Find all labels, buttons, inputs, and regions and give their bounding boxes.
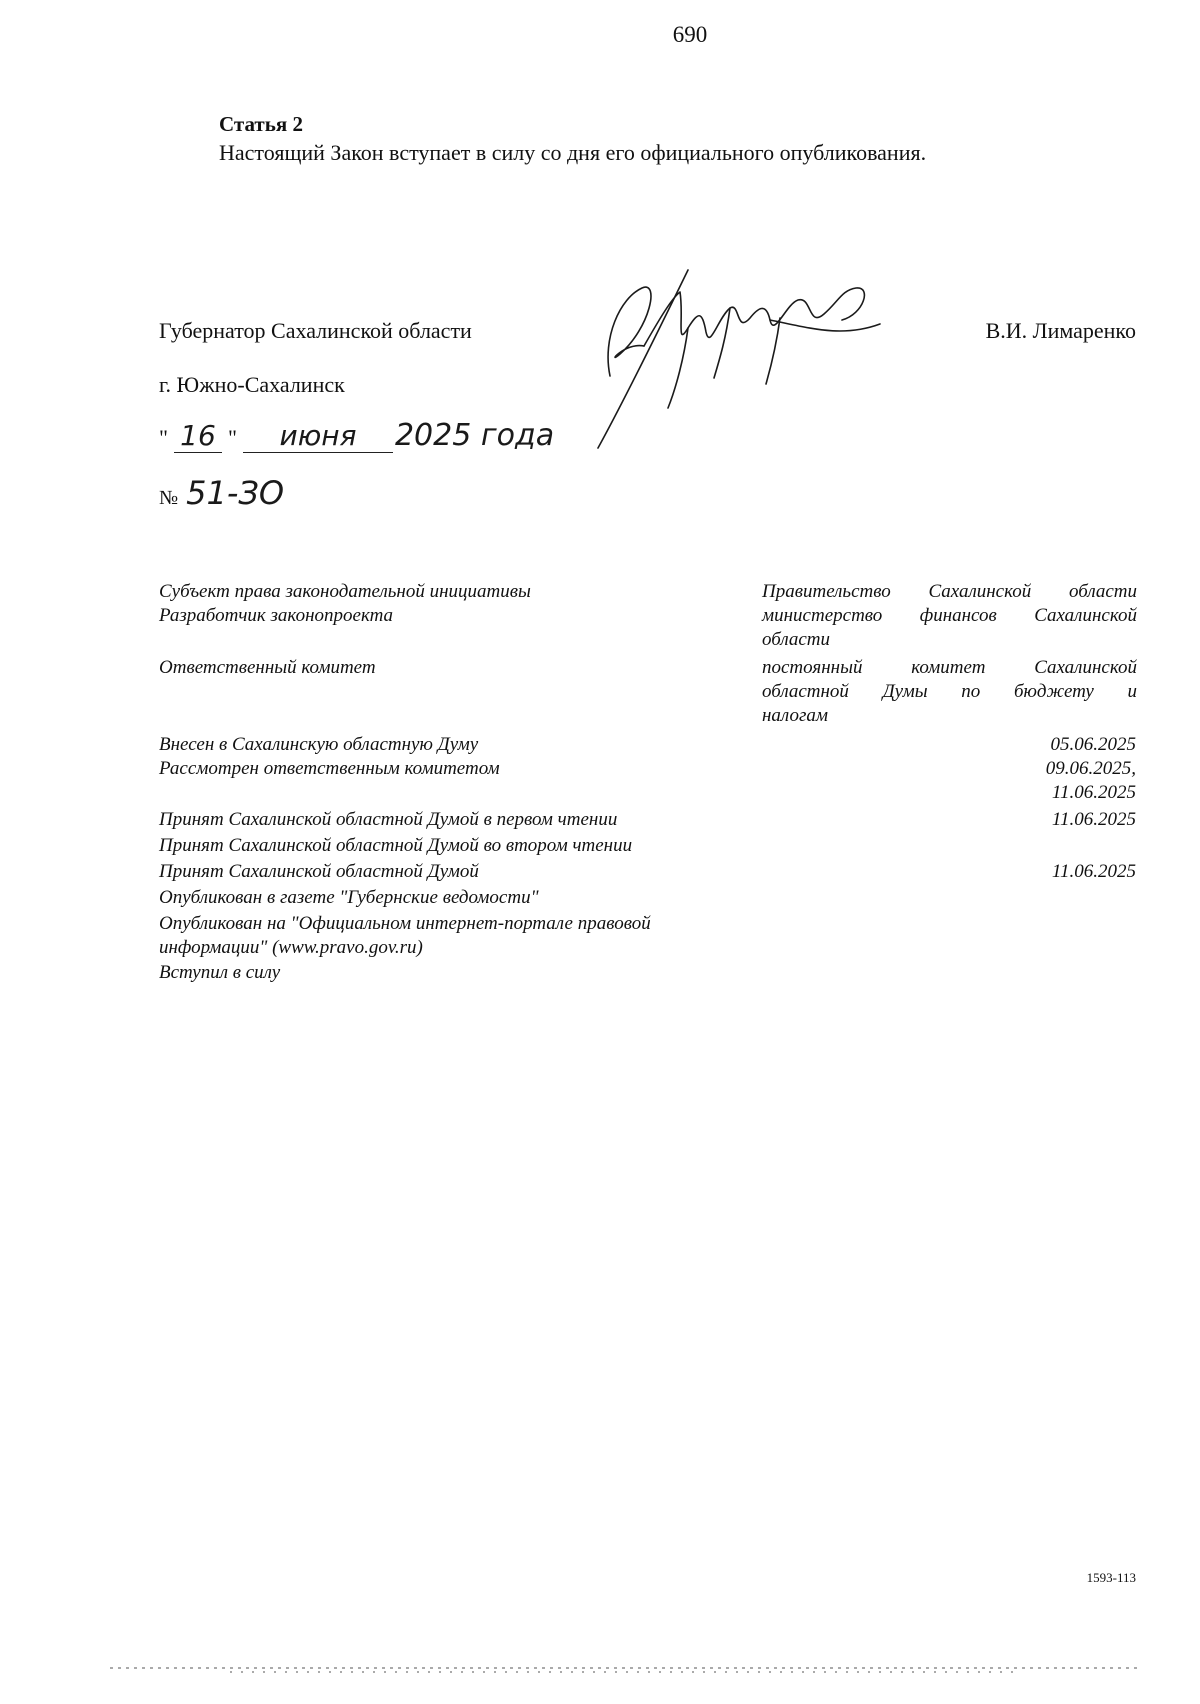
initiative-subject-label: Субъект права законодательной инициативы	[159, 581, 531, 602]
developer-label: Разработчик законопроекта	[159, 605, 394, 626]
date-day: 16	[174, 419, 222, 453]
handwritten-signature	[580, 258, 910, 458]
article-text: Настоящий Закон вступает в силу со дня его официального опубликования.	[219, 140, 927, 165]
developer-value-line1: министерство финансов Сахалинской	[762, 605, 1137, 626]
entry-label: Опубликован в газете "Губернские ведомости"	[159, 887, 539, 908]
number-value: 51-ЗО	[186, 474, 285, 512]
entry-label: Принят Сахалинской областной Думой в первом чтении	[159, 809, 618, 830]
entry-label: информации" (www.pravo.gov.ru)	[159, 937, 423, 958]
committee-label: Ответственный комитет	[159, 657, 376, 678]
entry-label: Вступил в силу	[159, 962, 281, 983]
committee-value-line2: областной Думы по бюджету и	[762, 681, 1137, 702]
initiative-subject-value: Правительство Сахалинской области	[762, 581, 1137, 602]
signatory-title: Губернатор Сахалинской области	[159, 318, 472, 343]
committee-value-line1: постоянный комитет Сахалинской	[762, 657, 1137, 678]
entry-date: 11.06.2025	[1051, 782, 1136, 803]
entry-label: Принят Сахалинской областной Думой	[159, 861, 479, 882]
committee-value-line3: налогам	[762, 705, 828, 726]
city: г. Южно-Сахалинск	[159, 372, 345, 397]
developer-value-line2: области	[762, 629, 831, 650]
signatory-name: В.И. Лимаренко	[985, 318, 1136, 343]
date-month: июня	[243, 419, 393, 453]
entry-date: 05.06.2025	[1050, 734, 1136, 755]
page-number: 690	[672, 22, 708, 47]
law-number	[159, 474, 284, 512]
date-quote-close: "	[227, 425, 237, 450]
entry-date: 09.06.2025,	[1045, 758, 1136, 779]
article-title: Статья 2	[219, 112, 303, 136]
signing-date	[159, 418, 554, 453]
entry-label: Рассмотрен ответственным комитетом	[159, 758, 500, 779]
date-quote-open: "	[159, 425, 168, 450]
entry-label: Опубликован на "Официальном интернет-портале правовой	[159, 913, 651, 934]
entry-date: 11.06.2025	[1051, 809, 1136, 830]
entry-date: 11.06.2025	[1051, 861, 1136, 882]
entry-label: Принят Сахалинской областной Думой во втором чтении	[159, 835, 633, 856]
entry-label: Внесен в Сахалинскую областную Думу	[159, 734, 479, 755]
document-code: 1593-113	[1086, 1570, 1136, 1585]
date-year: 2025 года	[394, 418, 555, 453]
scan-edge-noise	[0, 1656, 1200, 1686]
number-label: №	[159, 487, 179, 509]
